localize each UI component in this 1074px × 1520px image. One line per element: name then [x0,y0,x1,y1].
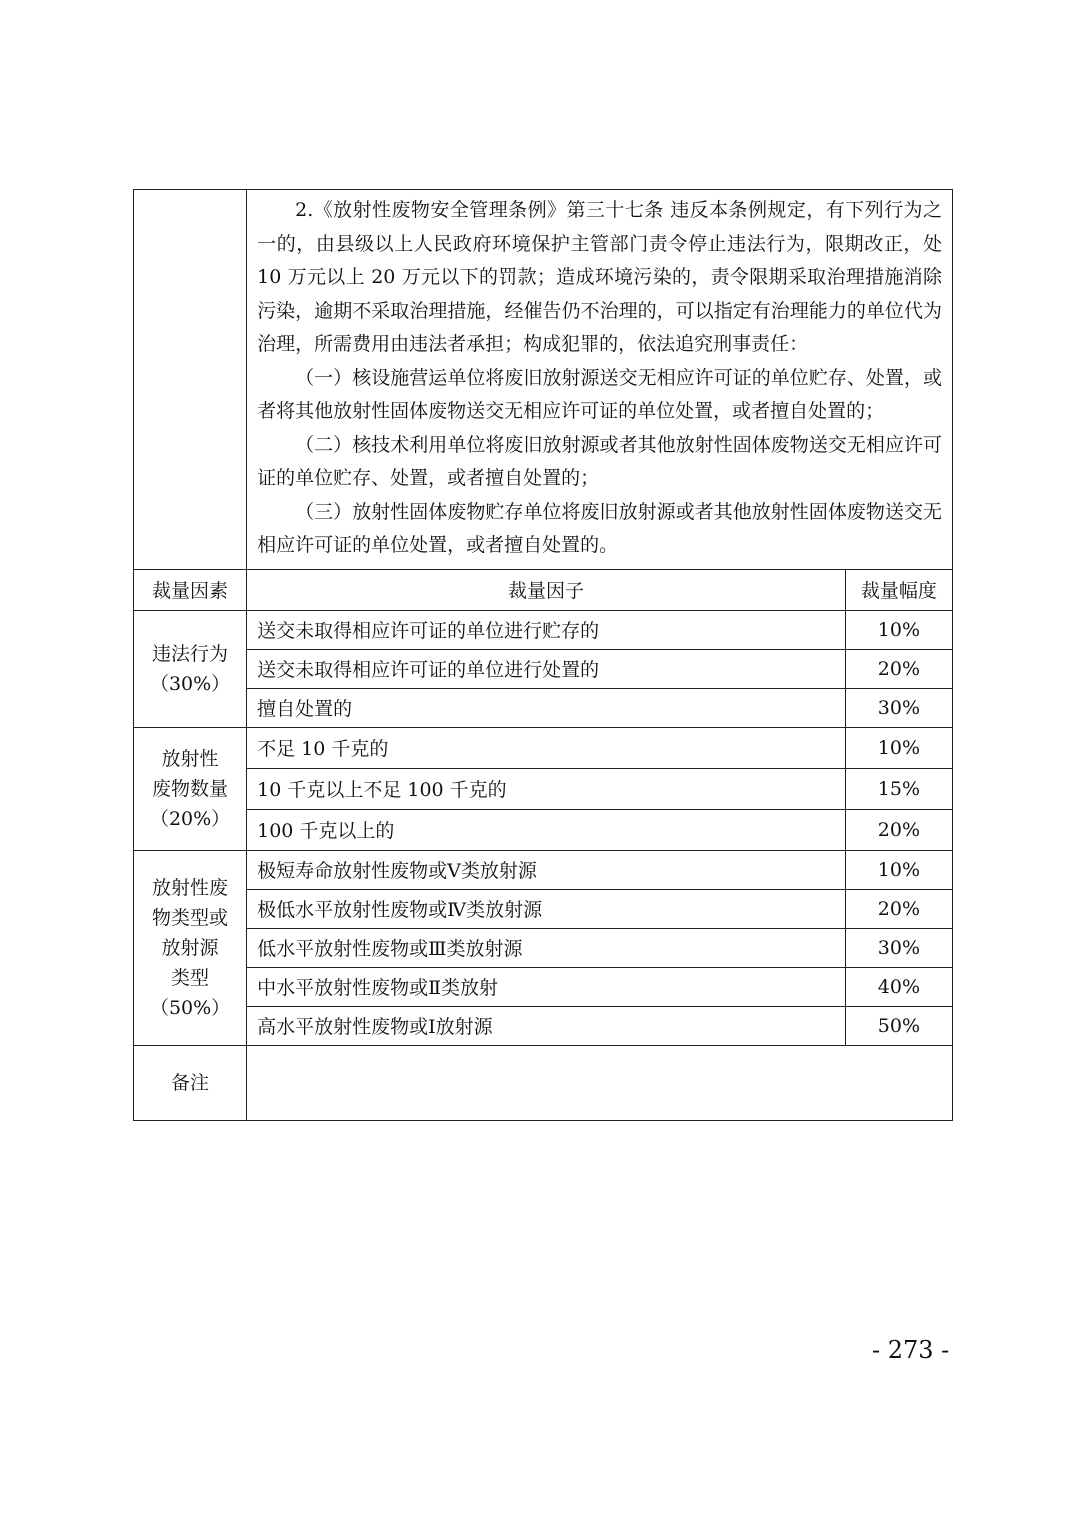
category-label-line: （30%） [149,672,231,695]
legal-paragraph: 2.《放射性废物安全管理条例》第三十七条 违反本条例规定，有下列行为之一的，由县级以上人民政府环境保护主管部门责令停止违法行为，限期改正，处 10 万元以上 20 万元以下的罚款；造成环境污染的，责令限期采取治理措施消除污染，逾期不采取治理措施，经催告仍不治理的，可以指定有治理能力的单位代为治理，所需费用由违法者承担；构成犯罪的，依法追究刑事责任： [257,199,942,355]
legal-paragraph: （一）核设施营运单位将废旧放射源送交无相应许可证的单位贮存、处置，或者将其他放射性固体废物送交无相应许可证的单位处置，或者擅自处置的； [257,366,942,422]
percentage-cell: 10% [845,727,952,768]
table-row [134,1006,953,1045]
category-cell [134,610,247,727]
note-content [247,1045,953,1120]
percentage-cell: 15% [845,768,952,809]
percentage-cell: 20% [845,649,952,688]
factor-cell: 中水平放射性废物或Ⅱ类放射 [247,967,846,1006]
legal-basis-label-cell [134,190,247,570]
category-label-line: 物类型或 [152,906,229,929]
factor-cell: 送交未取得相应许可证的单位进行处置的 [247,649,846,688]
category-label-line: 放射性 [161,747,219,770]
factor-cell: 送交未取得相应许可证的单位进行贮存的 [247,610,846,649]
header-factor-category: 裁量因素 [134,569,247,610]
factor-cell: 10 千克以上不足 100 千克的 [247,768,846,809]
table-row [134,967,953,1006]
factor-cell: 擅自处置的 [247,688,846,727]
table-row [134,768,953,809]
category-label-line: 放射性废 [152,876,229,899]
percentage-cell: 20% [845,809,952,850]
table-header-row [134,569,953,610]
table-row [134,688,953,727]
legal-basis-row [134,190,953,570]
category-cell [134,850,247,1045]
header-range: 裁量幅度 [845,569,952,610]
legal-paragraph: （三）放射性固体废物贮存单位将废旧放射源或者其他放射性固体废物送交无相应许可证的单位处置，或者擅自处置的。 [257,500,942,556]
table-row [134,809,953,850]
legal-basis-text [247,190,953,570]
category-cell [134,727,247,850]
table-row [134,850,953,889]
percentage-cell: 20% [845,889,952,928]
factor-cell: 极短寿命放射性废物或Ⅴ类放射源 [247,850,846,889]
category-label-line: 违法行为 [152,642,229,665]
category-label-line: 废物数量 [152,777,229,800]
header-factor: 裁量因子 [247,569,846,610]
table-row [134,649,953,688]
category-label-line: （50%） [149,996,231,1019]
table-row [134,610,953,649]
percentage-cell: 10% [845,850,952,889]
factor-cell: 100 千克以上的 [247,809,846,850]
factor-cell: 极低水平放射性废物或Ⅳ类放射源 [247,889,846,928]
category-label-line: 放射源 [161,936,219,959]
page-number: - 273 - [872,1336,950,1364]
category-label-line: 类型 [171,966,210,989]
percentage-cell: 30% [845,928,952,967]
note-label: 备注 [134,1045,247,1120]
table-row [134,928,953,967]
percentage-cell: 40% [845,967,952,1006]
table-row [134,727,953,768]
note-row [134,1045,953,1120]
discretion-table [133,189,953,1121]
factor-cell: 不足 10 千克的 [247,727,846,768]
table-row [134,889,953,928]
percentage-cell: 30% [845,688,952,727]
factor-cell: 高水平放射性废物或Ⅰ放射源 [247,1006,846,1045]
legal-paragraph: （二）核技术利用单位将废旧放射源或者其他放射性固体废物送交无相应许可证的单位贮存、处置，或者擅自处置的； [257,433,942,489]
category-label-line: （20%） [149,807,231,830]
percentage-cell: 10% [845,610,952,649]
percentage-cell: 50% [845,1006,952,1045]
factor-cell: 低水平放射性废物或Ⅲ类放射源 [247,928,846,967]
